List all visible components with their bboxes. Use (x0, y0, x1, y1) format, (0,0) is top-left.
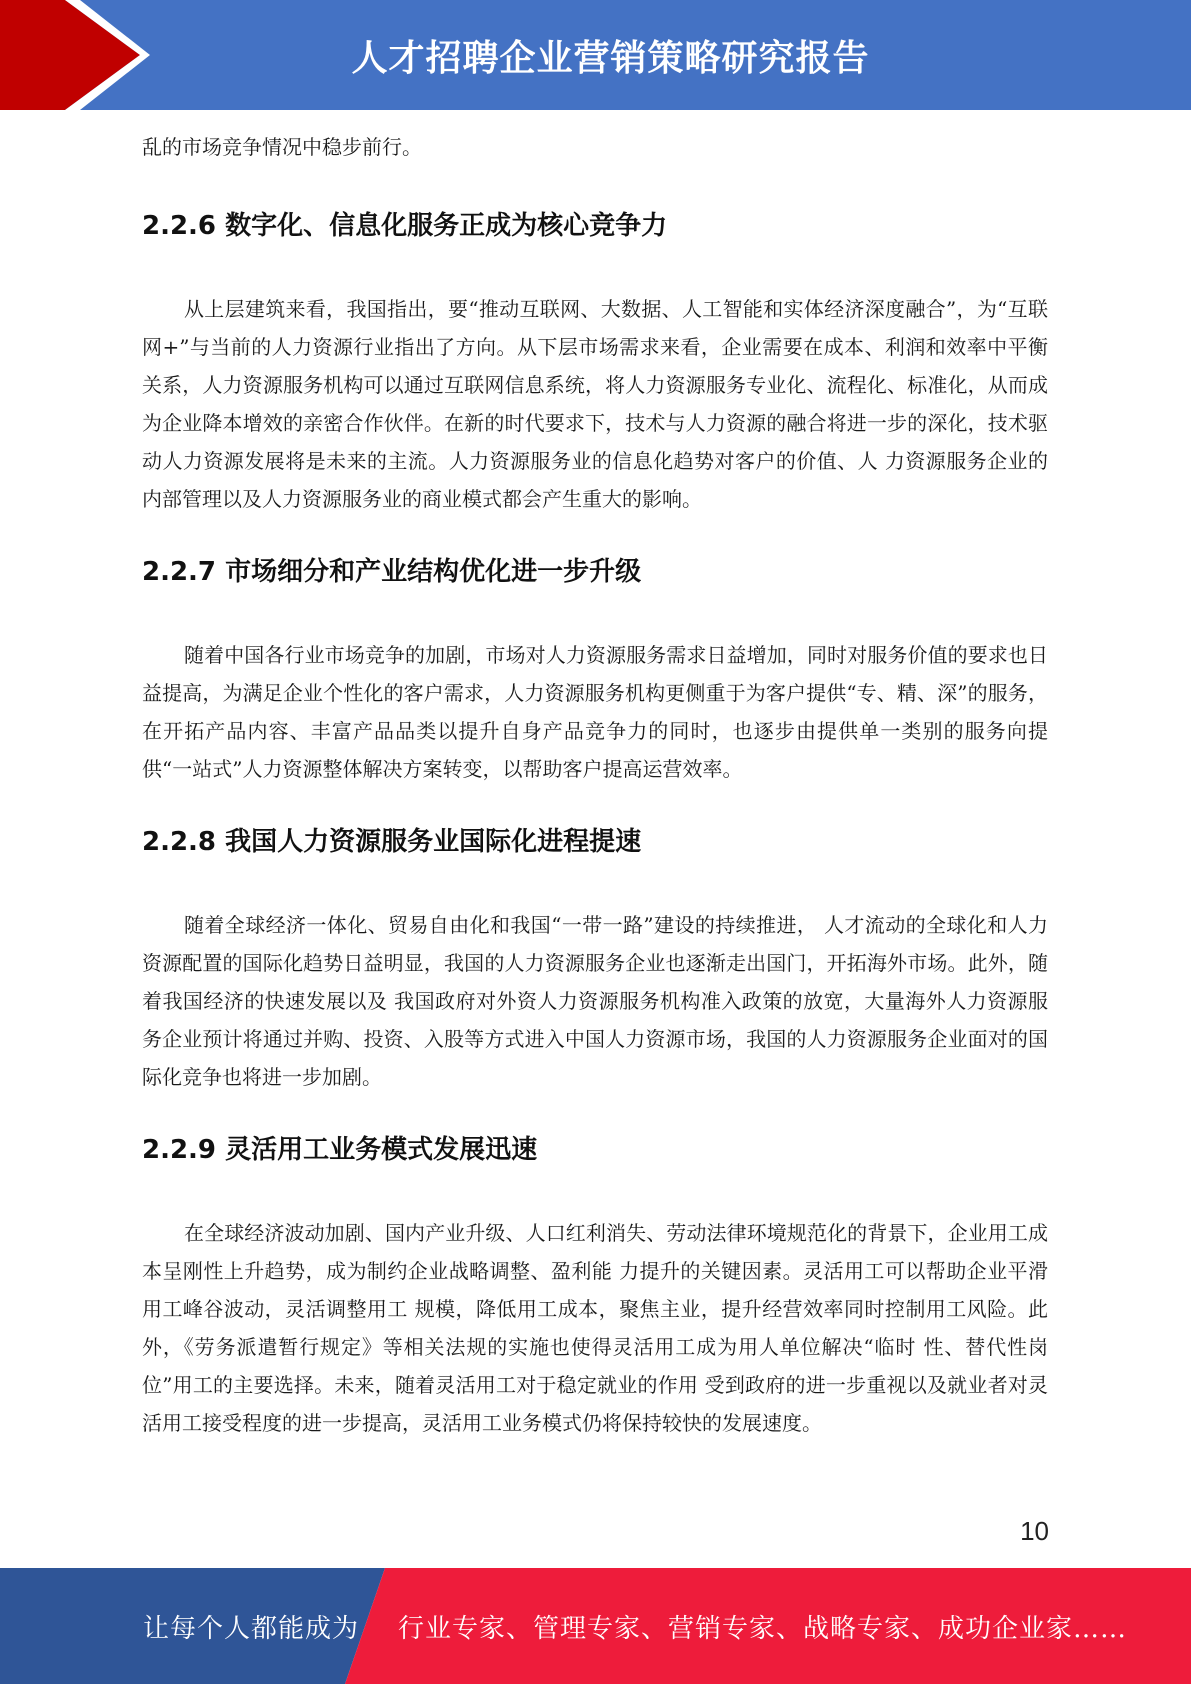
section-paragraph-227: 随着中国各行业市场竞争的加剧，市场对人力资源服务需求日益增加，同时对服务价值的要求也日益提高，为满足企业个性化的客户需求，人力资源服务机构更侧重于为客户提供“专、精、深”的服务，在开拓产品内容、丰富产品品类以提升自身产品竞争力的同时，也逐步由提供单一类别的服务向提供“一站式”人力资源整体解决方案转变，以帮助客户提高运营效率。 (142, 643, 1048, 781)
main-content (142, 128, 1048, 1442)
intro-line: 乱的市场竞争情况中稳步前行。 (142, 135, 422, 159)
footer-slogan-left: 让每个人都能成为 (143, 1613, 360, 1644)
footer-slogan-right: 行业专家、管理专家、营销专家、战略专家、成功企业家…… (398, 1613, 1128, 1644)
page-header (0, 0, 1191, 110)
red-chevron-logo (0, 0, 160, 110)
section-heading-229: 2.2.9 灵活用工业务模式发展迅速 (142, 1135, 538, 1165)
section-paragraph-228: 随着全球经济一体化、贸易自由化和我国“一带一路”建设的持续推进， 人才流动的全球化和人力资源配置的国际化趋势日益明显，我国的人力资源服务企业也逐渐走出国门，开拓海外市场。此外，随着我国经济的快速发展以及 我国政府对外资人力资源服务机构准入政策的放宽，大量海外人力资源服务企业预计将通过并购、投资、入股等方式进入中国人力资源市场，我国的人力资源服务企业面对的国际化竞争也将进一步加剧。 (142, 913, 1048, 1089)
page-number: 10 (1020, 1516, 1049, 1546)
section-heading-228: 2.2.8 我国人力资源服务业国际化进程提速 (142, 827, 642, 857)
section-heading-226: 2.2.6 数字化、信息化服务正成为核心竞争力 (142, 211, 668, 241)
section-paragraph-229: 在全球经济波动加剧、国内产业升级、人口红利消失、劳动法律环境规范化的背景下，企业用工成本呈刚性上升趋势，成为制约企业战略调整、盈利能 力提升的关键因素。灵活用工可以帮助企业平滑用工峰谷波动，灵活调整用工 规模，降低用工成本，聚焦主业，提升经营效率同时控制用工风险。此外，《劳务派遣暂行规定》等相关法规的实施也使得灵活用工成为用人单位解决“临时 性、替代性岗位”用工的主要选择。未来，随着灵活用工对于稳定就业的作用 受到政府的进一步重视以及就业者对灵活用工接受程度的进一步提高，灵活用工业务模式仍将保持较快的发展速度。 (142, 1221, 1048, 1435)
report-title: 人才招聘企业营销策略研究报告 (351, 37, 870, 79)
page-footer (0, 1568, 1191, 1684)
section-heading-227: 2.2.7 市场细分和产业结构优化进一步升级 (142, 557, 642, 587)
section-paragraph-226: 从上层建筑来看，我国指出，要“推动互联网、大数据、人工智能和实体经济深度融合”，为“互联网+”与当前的人力资源行业指出了方向。从下层市场需求来看，企业需要在成本、利润和效率中平衡关系，人力资源服务机构可以通过互联网信息系统，将人力资源服务专业化、流程化、标准化，从而成为企业降本增效的亲密合作伙伴。在新的时代要求下，技术与人力资源的融合将进一步的深化，技术驱动人力资源发展将是未来的主流。人力资源服务业的信息化趋势对客户的价值、人 力资源服务企业的内部管理以及人力资源服务业的商业模式都会产生重大的影响。 (142, 297, 1048, 511)
